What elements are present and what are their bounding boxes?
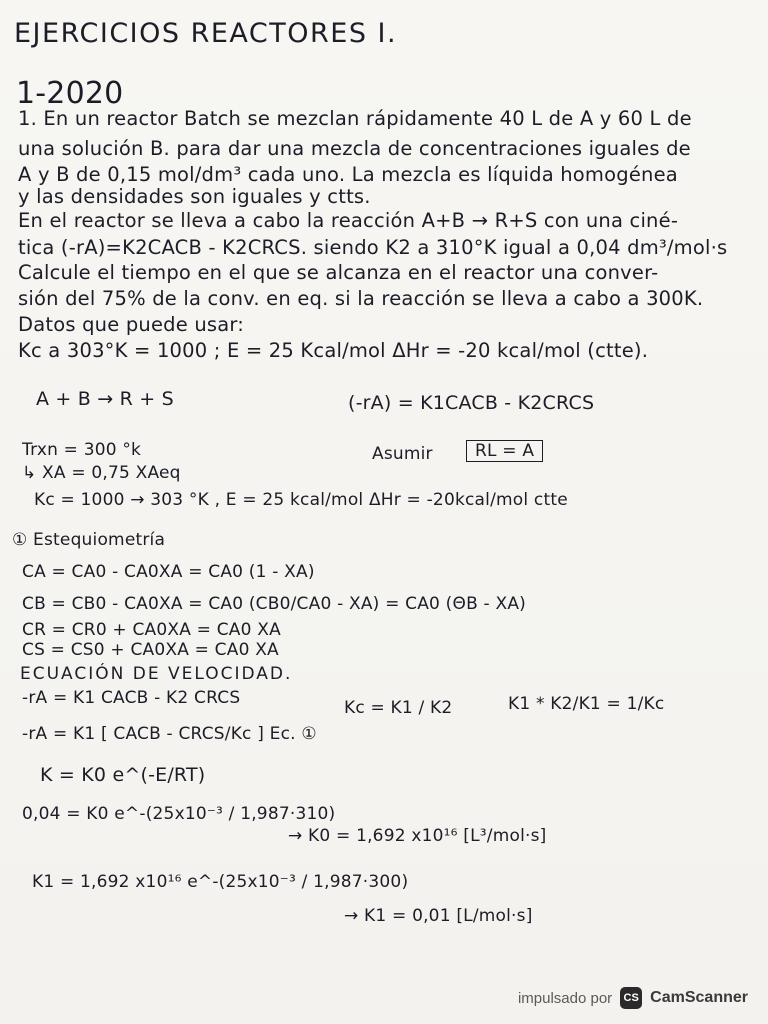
reaction-equation: A + B → R + S	[36, 388, 174, 410]
arrhenius-equation: K = K0 e^(-E/RT)	[40, 764, 206, 786]
kc-inverse: K1 * K2/K1 = 1/Kc	[508, 694, 665, 714]
camscanner-watermark	[518, 985, 748, 1011]
reaction-temperature: Trxn = 300 °k	[22, 440, 142, 460]
problem-line-3: A y B de 0,15 mol/dm³ cada uno. La mezcla es líquida homogénea	[18, 163, 678, 186]
k0-result: → K0 = 1,692 x10¹⁶ [L³/mol·s]	[288, 826, 547, 846]
year-heading: 1-2020	[16, 76, 124, 111]
problem-line-10: Kc a 303°K = 1000 ; E = 25 Kcal/mol ΔHr = -20 kcal/mol (ctte).	[18, 339, 649, 362]
conversion-condition: ↳ XA = 0,75 XAeq	[22, 463, 181, 483]
problem-line-4: y las densidades son iguales y ctts.	[18, 185, 371, 208]
problem-line-6: tica (-rA)=K2CACB - K2CRCS. siendo K2 a 310°K igual a 0,04 dm³/mol·s	[18, 236, 728, 259]
camscanner-brand: CamScanner	[650, 989, 748, 1006]
rate-equation-1: -rA = K1 CACB - K2 CRCS	[22, 688, 241, 708]
problem-line-9: Datos que puede usar:	[18, 313, 245, 336]
k1-result: → K1 = 0,01 [L/mol·s]	[344, 906, 533, 926]
problem-line-7: Calcule el tiempo en el que se alcanza en el reactor una conver-	[18, 261, 659, 284]
problem-line-8: sión del 75% de la conv. en eq. si la reacción se lleva a cabo a 300K.	[18, 287, 704, 310]
rate-expression: (-rA) = K1CACB - K2CRCS	[348, 392, 595, 414]
k-at-310: 0,04 = K0 e^-(25x10⁻³ / 1,987·310)	[22, 804, 336, 824]
powered-by-text: impulsado por	[517, 989, 613, 1007]
kc-ratio: Kc = K1 / K2	[344, 698, 453, 718]
assume-box: RL = A	[466, 440, 543, 462]
cs-expression: CS = CS0 + CA0XA = CA0 XA	[22, 640, 279, 660]
cb-expression: CB = CB0 - CA0XA = CA0 (CB0/CA0 - XA) = CA0 (ΘB - XA)	[22, 594, 527, 614]
page-title: EJERCICIOS REACTORES I.	[14, 18, 398, 49]
problem-line-2: una solución B. para dar una mezcla de concentraciones iguales de	[18, 137, 691, 160]
cr-expression: CR = CR0 + CA0XA = CA0 XA	[22, 620, 281, 640]
k1-at-300: K1 = 1,692 x10¹⁶ e^-(25x10⁻³ / 1,987·300)	[32, 872, 409, 892]
rate-equation-heading: ECUACIÓN DE VELOCIDAD.	[20, 664, 293, 684]
section-stoichiometry: ① Estequiometría	[12, 530, 166, 550]
rate-equation-2: -rA = K1 [ CACB - CRCS/Kc ] Ec. ①	[22, 724, 317, 744]
problem-line-1: 1. En un reactor Batch se mezclan rápidamente 40 L de A y 60 L de	[18, 107, 692, 130]
assume-label: Asumir	[372, 444, 433, 464]
given-data: Kc = 1000 → 303 °K , E = 25 kcal/mol ΔHr = -20kcal/mol ctte	[34, 490, 568, 510]
ca-expression: CA = CA0 - CA0XA = CA0 (1 - XA)	[22, 562, 315, 582]
camscanner-logo-icon: CS	[620, 987, 642, 1009]
problem-line-5: En el reactor se lleva a cabo la reacción A+B → R+S con una ciné-	[18, 209, 679, 232]
